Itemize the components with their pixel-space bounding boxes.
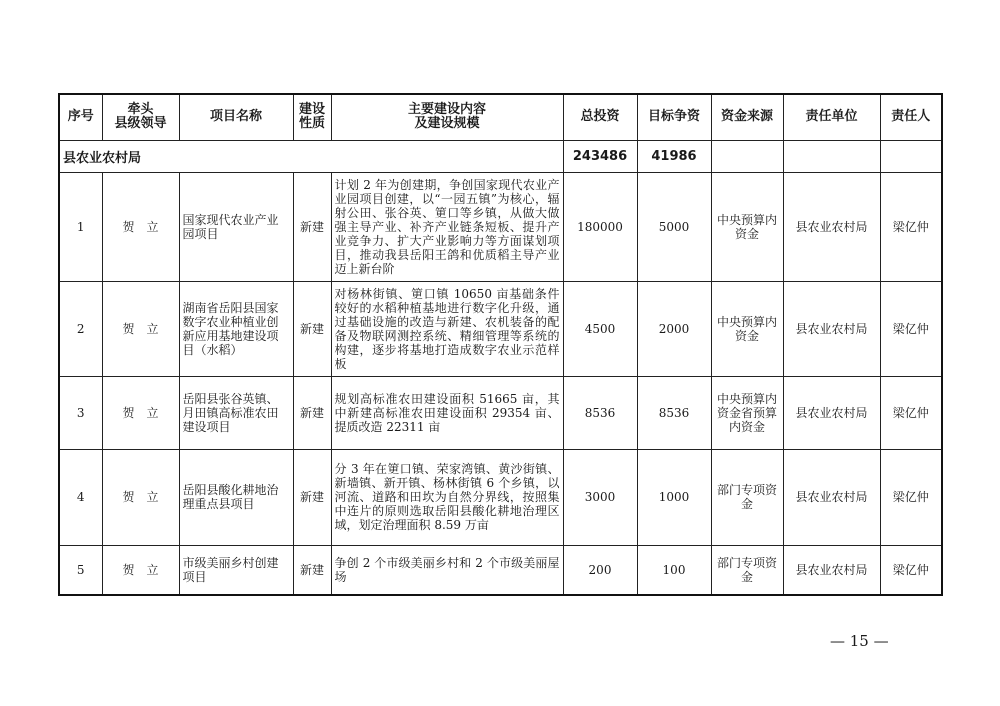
header-source: 资金来源 (711, 94, 783, 140)
row-source: 部门专项资金 (711, 545, 783, 595)
row-unit: 县农业农村局 (783, 376, 880, 449)
row-index: 4 (59, 449, 102, 545)
header-name: 项目名称 (179, 94, 293, 140)
row-index: 1 (59, 172, 102, 281)
row-source: 部门专项资金 (711, 449, 783, 545)
table-row (59, 545, 942, 595)
project-table (58, 93, 943, 596)
summary-row (59, 140, 942, 172)
header-nature: 建设 性质 (293, 94, 331, 140)
row-leader: 贺 立 (102, 281, 179, 376)
summary-unit-empty (783, 140, 880, 172)
row-person: 梁亿仲 (880, 281, 942, 376)
row-person: 梁亿仲 (880, 545, 942, 595)
row-unit: 县农业农村局 (783, 545, 880, 595)
row-total: 4500 (563, 281, 637, 376)
row-source: 中央预算内资金 (711, 172, 783, 281)
row-content: 规划高标准农田建设面积 51665 亩，其中新建高标准农田建设面积 29354 亩、提质改造 22311 亩 (331, 376, 563, 449)
row-source: 中央预算内资金省预算内资金 (711, 376, 783, 449)
page-number: — 15 — (830, 632, 889, 650)
row-unit: 县农业农村局 (783, 449, 880, 545)
row-leader: 贺 立 (102, 545, 179, 595)
row-source: 中央预算内资金 (711, 281, 783, 376)
row-leader: 贺 立 (102, 449, 179, 545)
row-index: 3 (59, 376, 102, 449)
header-person: 责任人 (880, 94, 942, 140)
row-content: 对杨林街镇、筻口镇 10650 亩基础条件较好的水稻种植基地进行数字化升级，通过基础设施的改造与新建、农机装备的配备及物联网测控系统、精细管理等系统的构建，逐步将基地打造成数字农业示范样板 (331, 281, 563, 376)
header-unit: 责任单位 (783, 94, 880, 140)
header-leader: 牵头 县级领导 (102, 94, 179, 140)
row-person: 梁亿仲 (880, 172, 942, 281)
row-nature: 新建 (293, 281, 331, 376)
row-leader: 贺 立 (102, 376, 179, 449)
row-content: 分 3 年在筻口镇、荣家湾镇、黄沙街镇、新墙镇、新开镇、杨林街镇 6 个乡镇，以河流、道路和田坎为自然分界线，按照集中连片的原则选取岳阳县酸化耕地治理区域，划定治理面积 8.59 万亩 (331, 449, 563, 545)
summary-target: 41986 (637, 140, 711, 172)
row-name: 岳阳县张谷英镇、月田镇高标准农田建设项目 (179, 376, 293, 449)
row-person: 梁亿仲 (880, 376, 942, 449)
row-person: 梁亿仲 (880, 449, 942, 545)
summary-total: 243486 (563, 140, 637, 172)
header-row (59, 94, 942, 140)
table-row (59, 172, 942, 281)
row-nature: 新建 (293, 376, 331, 449)
row-target: 8536 (637, 376, 711, 449)
row-leader: 贺 立 (102, 172, 179, 281)
row-index: 2 (59, 281, 102, 376)
row-total: 3000 (563, 449, 637, 545)
row-nature: 新建 (293, 449, 331, 545)
row-target: 5000 (637, 172, 711, 281)
row-total: 200 (563, 545, 637, 595)
row-name: 市级美丽乡村创建项目 (179, 545, 293, 595)
summary-label: 县农业农村局 (59, 140, 563, 172)
header-index: 序号 (59, 94, 102, 140)
row-target: 100 (637, 545, 711, 595)
row-nature: 新建 (293, 545, 331, 595)
table-row (59, 281, 942, 376)
header-content: 主要建设内容 及建设规模 (331, 94, 563, 140)
row-content: 争创 2 个市级美丽乡村和 2 个市级美丽屋场 (331, 545, 563, 595)
row-target: 2000 (637, 281, 711, 376)
row-name: 国家现代农业产业园项目 (179, 172, 293, 281)
row-index: 5 (59, 545, 102, 595)
row-total: 8536 (563, 376, 637, 449)
header-target: 目标争资 (637, 94, 711, 140)
summary-source-empty (711, 140, 783, 172)
row-name: 湖南省岳阳县国家数字农业种植业创新应用基地建设项目（水稻） (179, 281, 293, 376)
row-nature: 新建 (293, 172, 331, 281)
row-content: 计划 2 年为创建期，争创国家现代农业产业园项目创建，以“一园五镇”为核心，辐射公田、张谷英、筻口等乡镇，从做大做强主导产业、补齐产业链条短板、提升产业竞争力、扩大产业影响力等方面谋划项目，推动我县岳阳王鸽和优质稻主导产业迈上新台阶 (331, 172, 563, 281)
header-total: 总投资 (563, 94, 637, 140)
table-row (59, 449, 942, 545)
row-total: 180000 (563, 172, 637, 281)
row-unit: 县农业农村局 (783, 172, 880, 281)
row-target: 1000 (637, 449, 711, 545)
row-unit: 县农业农村局 (783, 281, 880, 376)
row-name: 岳阳县酸化耕地治理重点县项目 (179, 449, 293, 545)
summary-person-empty (880, 140, 942, 172)
table-row (59, 376, 942, 449)
